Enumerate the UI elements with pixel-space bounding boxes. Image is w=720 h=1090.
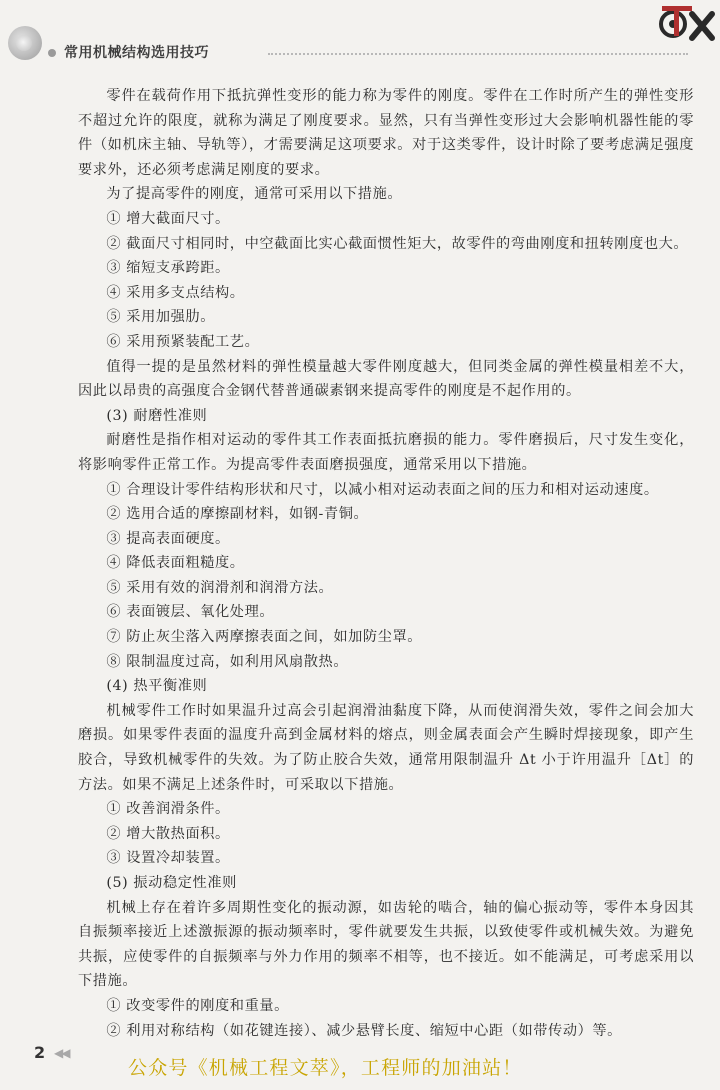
- bullet-dot-icon: [48, 49, 56, 57]
- list-item: ① 改变零件的刚度和重量。: [106, 997, 289, 1014]
- section-heading: (3) 耐磨性准则: [106, 407, 208, 424]
- list-item: ① 增大截面尺寸。: [106, 210, 230, 227]
- page-number: 2: [34, 1043, 46, 1062]
- list-item: ③ 提高表面硬度。: [106, 530, 230, 547]
- paragraph: 耐磨性是指作相对运动的零件其工作表面抵抗磨损的能力。零件磨损后，尺寸发生变化，将影响零件正常工作。为提高零件表面磨损强度，通常采用以下措施。: [78, 432, 694, 473]
- running-header-title: 常用机械结构选用技巧: [64, 45, 209, 61]
- paragraph: 值得一提的是虽然材料的弹性模量越大零件刚度越大，但同类金属的弹性模量相差不大，因此以昂贵的高强度合金钢代替普通碳素钢来提高零件的刚度是不起作用的。: [78, 358, 694, 400]
- list-item: ① 改善润滑条件。: [106, 801, 230, 818]
- body-text: [78, 84, 694, 1043]
- list-item: ③ 设置冷却装置。: [106, 850, 230, 867]
- list-item: ⑥ 采用预紧装配工艺。: [106, 333, 260, 350]
- header-dotted-rule: [268, 53, 688, 55]
- section-heading: (4) 热平衡准则: [106, 678, 208, 695]
- watermark-banner: 公众号《机械工程文萃》，工程师的加油站！: [128, 1057, 523, 1079]
- list-item: ② 选用合适的摩擦副材料，如钢-青铜。: [106, 506, 369, 523]
- page-header: [0, 0, 720, 70]
- paragraph: 零件在载荷作用下抵抗弹性变形的能力称为零件的刚度。零件在工作时所产生的弹性变形不超过允许的限度，就称为满足了刚度要求。显然，只有当弹性变形过大会影响机器性能的零件（如机床主轴、导轨等），才需要满足这项要求。对于这类零件，设计时除了要考虑满足强度要求外，还必须考虑满足刚度的要求。: [78, 88, 694, 178]
- list-item: ⑦ 防止灰尘落入两摩擦表面之间，如加防尘罩。: [106, 629, 423, 646]
- section-heading: (5) 振动稳定性准则: [106, 875, 237, 891]
- list-item: ⑤ 采用有效的润滑剂和润滑方法。: [106, 579, 334, 596]
- paragraph: 为了提高零件的刚度，通常可采用以下措施。: [106, 186, 403, 203]
- list-item: ② 利用对称结构（如花键连接）、减少悬臂长度、缩短中心距（如带传动）等。: [106, 1022, 622, 1039]
- list-item: ④ 降低表面粗糙度。: [106, 555, 245, 572]
- list-item: ② 增大散热面积。: [106, 825, 230, 842]
- page-arrows-icon: ◀◀: [54, 1046, 69, 1060]
- list-item: ④ 采用多支点结构。: [106, 284, 245, 301]
- paragraph: 机械零件工作时如果温升过高会引起润滑油黏度下降，从而使润滑失效，零件之间会加大磨损。如果零件表面的温度升高到金属材料的熔点，则金属表面会产生瞬时焊接现象，即产生胶合，导致机械零件的失效。为了防止胶合失效，通常用限制温升 Δt 小于许用温升［Δt］的方法。如果不满足上述条件时，可采取以下措施。: [78, 702, 694, 793]
- list-item: ③ 缩短支承跨距。: [106, 260, 230, 277]
- list-item: ② 截面尺寸相同时，中空截面比实心截面惯性矩大，故零件的弯曲刚度和扭转刚度也大。: [106, 235, 689, 252]
- chapter-disc-icon: [8, 26, 42, 60]
- list-item: ① 合理设计零件结构形状和尺寸，以减小相对运动表面之间的压力和相对运动速度。: [106, 481, 659, 498]
- paragraph: 机械上存在着许多周期性变化的振动源，如齿轮的啮合，轴的偏心振动等，零件本身因其自振频率接近上述激振源的振动频率时，零件就要发生共振，以致使零件或机械失效。为避免共振，应使零件的自振频率与外力作用的频率不相等，也不接近。如不能满足，可考虑采用以下措施。: [78, 899, 694, 990]
- list-item: ⑧ 限制温度过高，如利用风扇散热。: [106, 653, 349, 670]
- list-item: ⑤ 采用加强肋。: [106, 309, 216, 326]
- list-item: ⑥ 表面镀层、氧化处理。: [106, 604, 275, 621]
- publisher-logo-icon: [656, 4, 716, 44]
